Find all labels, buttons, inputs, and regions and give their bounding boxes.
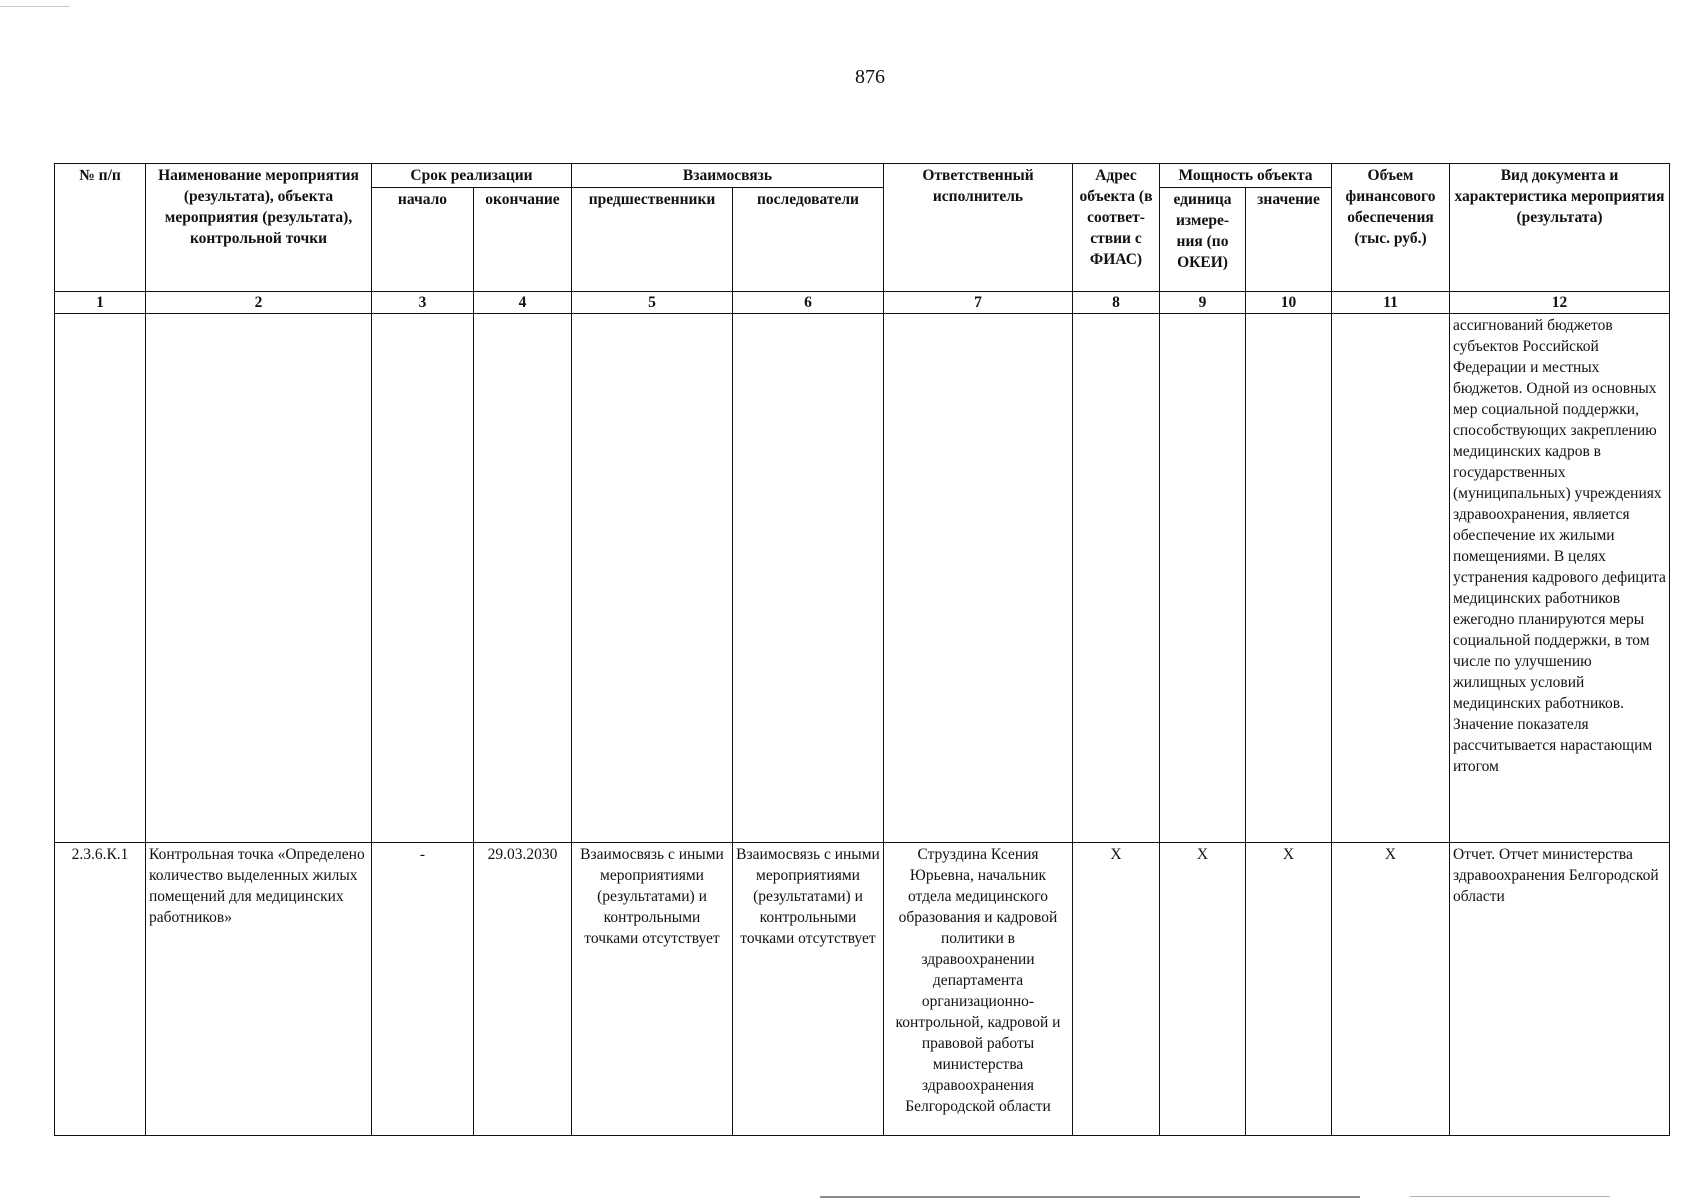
- empty-cell: [55, 314, 146, 843]
- column-number-row: [55, 292, 1670, 314]
- column-number: 9: [1160, 292, 1246, 314]
- empty-cell: [1073, 314, 1160, 843]
- scan-artifact: [0, 6, 70, 7]
- column-number: 2: [146, 292, 372, 314]
- row-finance: X: [1332, 843, 1450, 1136]
- header-end: окончание: [474, 188, 572, 292]
- header-address: Адрес объекта (в соответ-ствии с ФИАС): [1073, 164, 1160, 292]
- table-row: [55, 843, 1670, 1136]
- continued-doc-type-text: ассигнований бюджетов субъектов Российской Федерации и местных бюджетов. Одной из основных мер социальной поддержки, способствующих закреплению медицинских кадров в государственных (муниципальных) учреждениях здравоохранения, является обеспечение их жилыми помещениями. В целях устранения кадрового дефицита медицинских работников ежегодно планируются меры социальной поддержки, в том числе по улучшению жилищных условий медицинских работников. Значение показателя рассчитывается нарастающим итогом: [1450, 314, 1670, 843]
- empty-cell: [572, 314, 733, 843]
- header-relation: Взаимосвязь: [572, 164, 884, 188]
- empty-cell: [1160, 314, 1246, 843]
- row-name: Контрольная точка «Определено количество выделенных жилых помещений для медицинских работников»: [146, 843, 372, 1136]
- empty-cell: [733, 314, 884, 843]
- header-executor: Ответственный исполнитель: [884, 164, 1073, 292]
- column-number: 1: [55, 292, 146, 314]
- continued-row: [55, 314, 1670, 843]
- row-successors: Взаимосвязь с иными мероприятиями (результатами) и контрольными точками отсутствует: [733, 843, 884, 1136]
- row-address: X: [1073, 843, 1160, 1136]
- header-predecessors: предшественники: [572, 188, 733, 292]
- header-start: начало: [372, 188, 474, 292]
- header-doc-type: Вид документа и характеристика мероприятия (результата): [1450, 164, 1670, 292]
- page-number: 876: [855, 66, 885, 88]
- header-name: Наименование мероприятия (результата), объекта мероприятия (результата), контрольной точки: [146, 164, 372, 292]
- plan-table: [54, 163, 1670, 1136]
- column-number: 8: [1073, 292, 1160, 314]
- row-executor: Струздина Ксения Юрьевна, начальник отдела медицинского образования и кадровой политики в здравоохранении департамента организационно-контрольной, кадровой и правовой работы министерства здравоохранения Белгородской области: [884, 843, 1073, 1136]
- scan-artifact: [1410, 1196, 1610, 1197]
- column-number: 10: [1246, 292, 1332, 314]
- header-finance: Объем финансового обеспечения (тыс. руб.): [1332, 164, 1450, 292]
- header-successors: последователи: [733, 188, 884, 292]
- header-row-1: [55, 164, 1670, 188]
- row-start: -: [372, 843, 474, 1136]
- row-doc-type: Отчет. Отчет министерства здравоохранения Белгородской области: [1450, 843, 1670, 1136]
- column-number: 6: [733, 292, 884, 314]
- column-number: 3: [372, 292, 474, 314]
- column-number: 12: [1450, 292, 1670, 314]
- column-number: 5: [572, 292, 733, 314]
- scan-artifact: [820, 1196, 1360, 1198]
- column-number: 7: [884, 292, 1073, 314]
- column-number: 4: [474, 292, 572, 314]
- empty-cell: [884, 314, 1073, 843]
- header-num: № п/п: [55, 164, 146, 292]
- empty-cell: [474, 314, 572, 843]
- row-end: 29.03.2030: [474, 843, 572, 1136]
- row-value: X: [1246, 843, 1332, 1136]
- header-capacity: Мощность объекта: [1160, 164, 1332, 188]
- row-num: 2.3.6.К.1: [55, 843, 146, 1136]
- column-number: 11: [1332, 292, 1450, 314]
- empty-cell: [146, 314, 372, 843]
- header-value: значение: [1246, 188, 1332, 292]
- header-unit: единица измере-ния (по ОКЕИ): [1160, 188, 1246, 292]
- row-predecessors: Взаимосвязь с иными мероприятиями (результатами) и контрольными точками отсутствует: [572, 843, 733, 1136]
- header-period: Срок реализации: [372, 164, 572, 188]
- empty-cell: [1246, 314, 1332, 843]
- row-unit: X: [1160, 843, 1246, 1136]
- empty-cell: [372, 314, 474, 843]
- empty-cell: [1332, 314, 1450, 843]
